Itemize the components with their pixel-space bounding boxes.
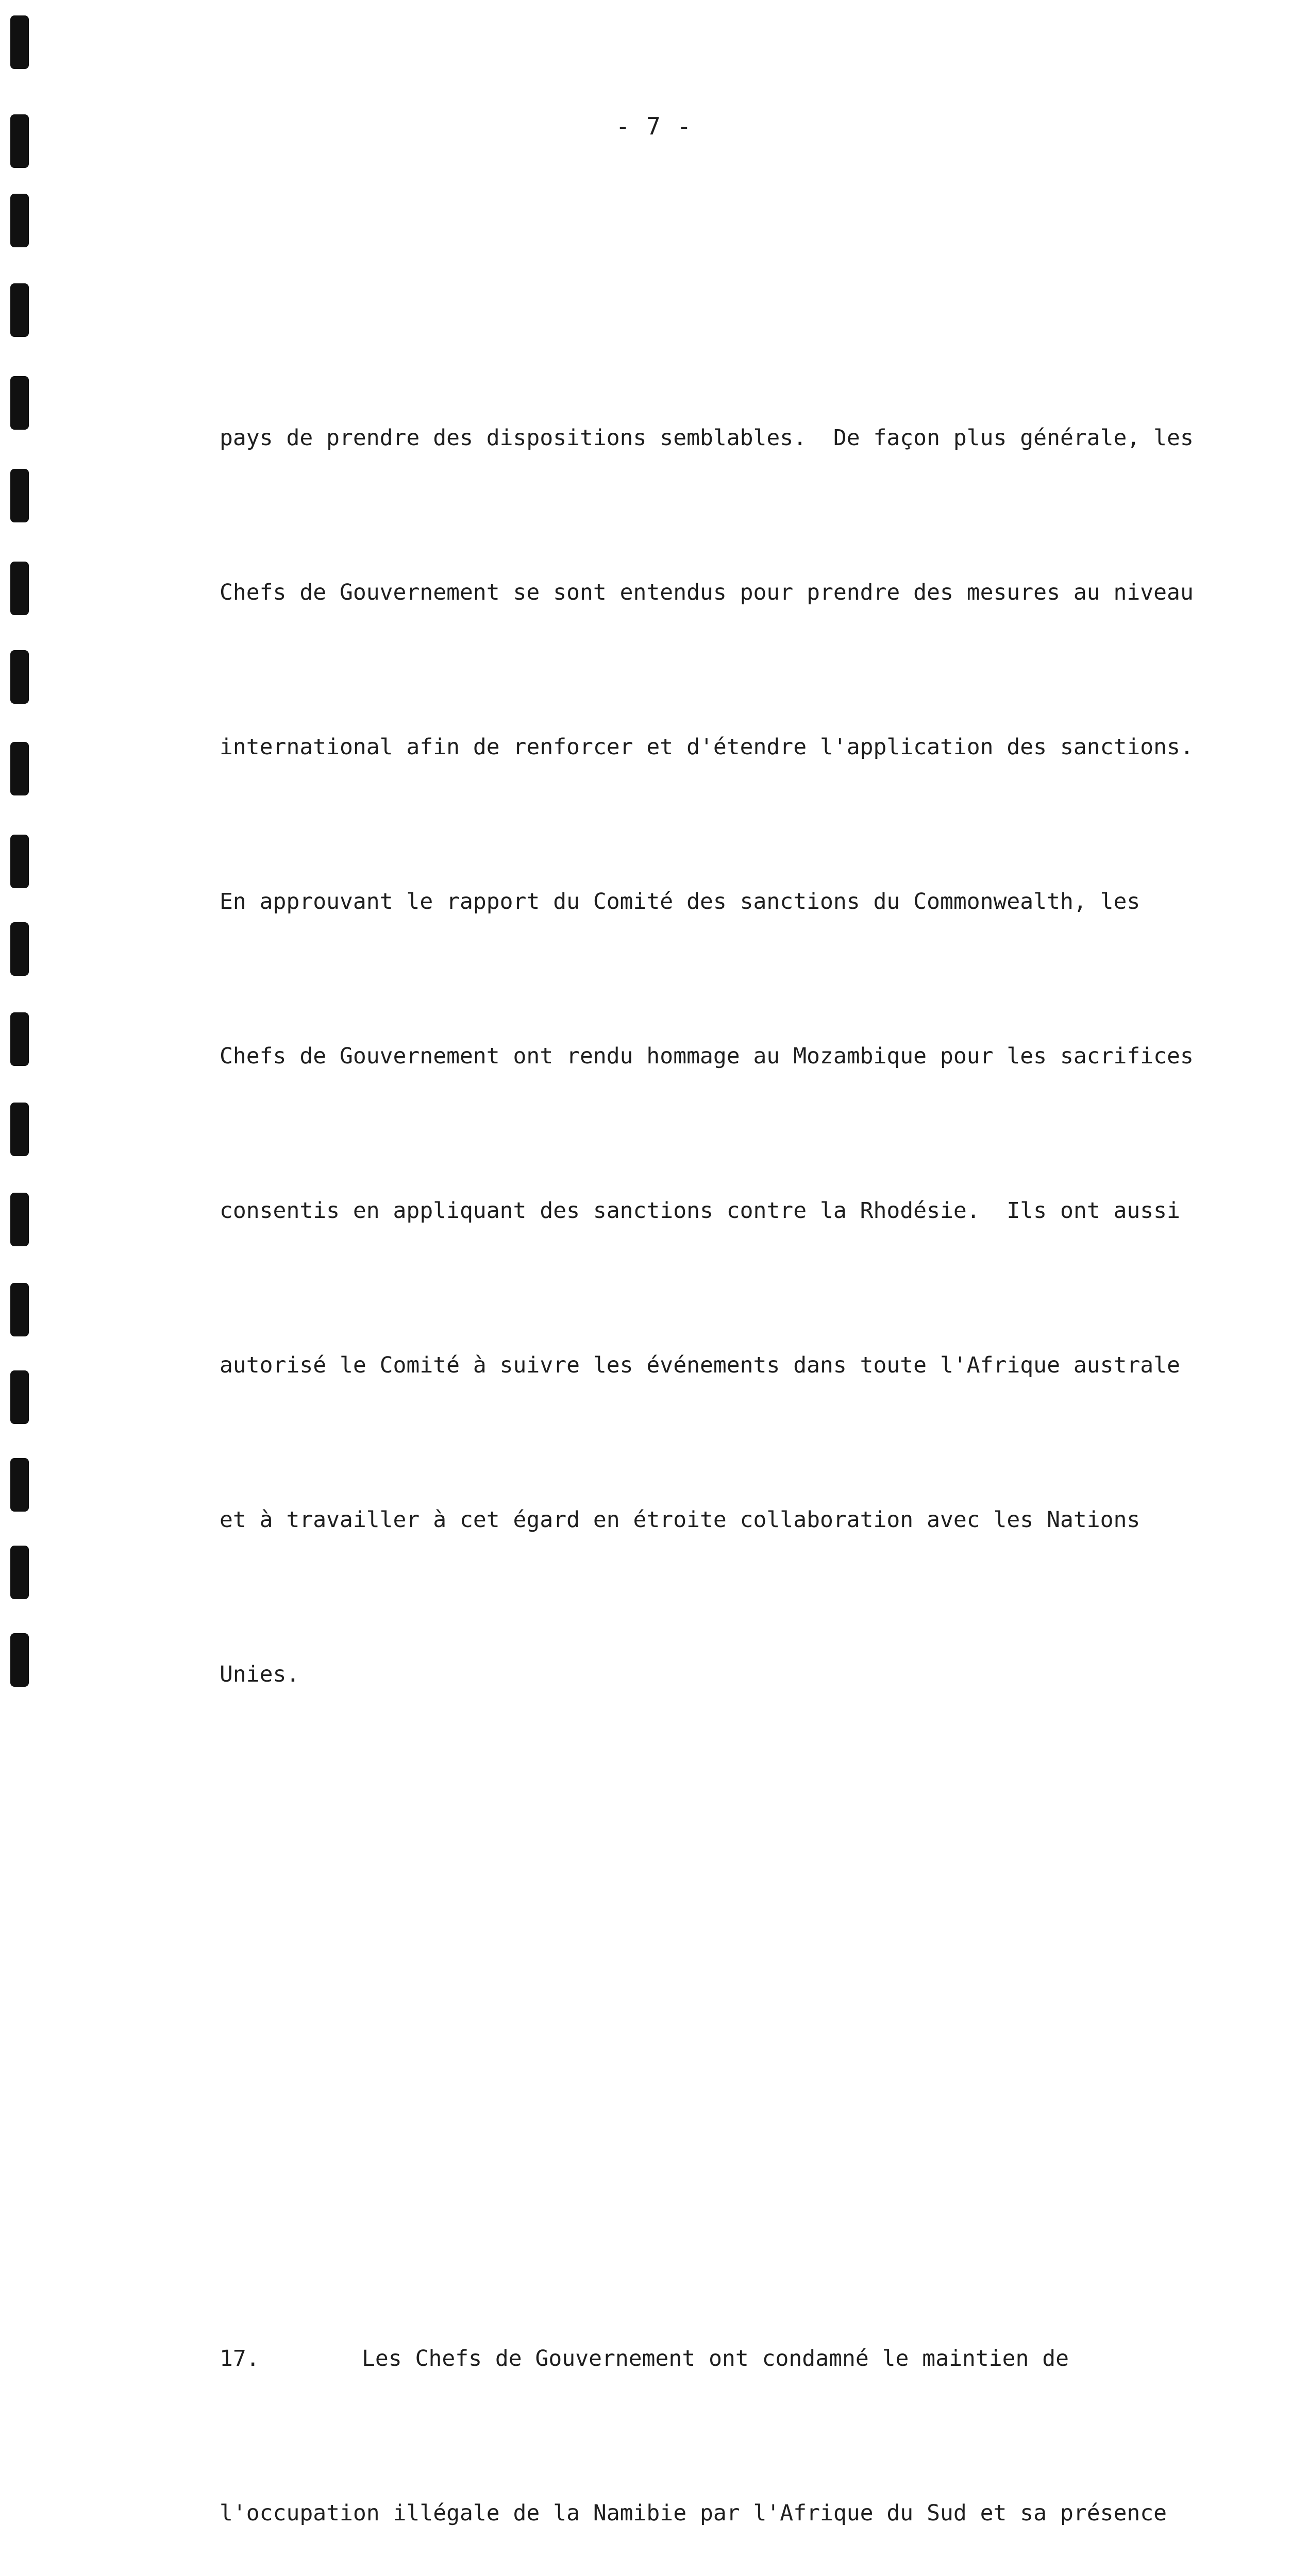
binding-hole — [10, 742, 29, 795]
binding-hole — [10, 283, 29, 337]
binding-hole — [10, 15, 29, 69]
binding-holes — [0, 0, 62, 1720]
paragraph-number: 17. — [220, 2346, 260, 2371]
text-line: pays de prendre des dispositions semblables. De façon plus générale, les — [220, 425, 1194, 451]
text-line: Chefs de Gouvernement se sont entendus pour prendre des mesures au niveau — [220, 580, 1194, 605]
text-line: international afin de renforcer et d'étendre l'application des sanctions. — [220, 734, 1194, 760]
binding-hole — [10, 1283, 29, 1336]
text-line: En approuvant le rapport du Comité des sanctions du Commonwealth, les — [220, 889, 1141, 914]
binding-hole — [10, 376, 29, 430]
paragraph-17 — [220, 2230, 1188, 2576]
page-number: - 7 - — [615, 112, 693, 140]
binding-hole — [10, 1103, 29, 1156]
binding-hole — [10, 194, 29, 247]
text-line: l'occupation illégale de la Namibie par l'Afrique du Sud et sa présence — [220, 2500, 1167, 2526]
binding-hole — [10, 469, 29, 522]
binding-hole — [10, 1633, 29, 1687]
binding-hole — [10, 562, 29, 615]
text-line: consentis en appliquant des sanctions contre la Rhodésie. Ils ont aussi — [220, 1198, 1180, 1224]
binding-hole — [10, 1546, 29, 1599]
binding-hole — [10, 835, 29, 888]
binding-hole — [10, 1458, 29, 1512]
text-line: et à travailler à cet égard en étroite collaboration avec les Nations — [220, 1507, 1141, 1533]
paragraph-first-line — [220, 2333, 1188, 2384]
paragraph-continued — [220, 309, 1194, 1803]
binding-hole — [10, 922, 29, 976]
binding-hole — [10, 1012, 29, 1066]
text-line: Chefs de Gouvernement ont rendu hommage au Mozambique pour les sacrifices — [220, 1043, 1194, 1069]
text-line: autorisé le Comité à suivre les événements dans toute l'Afrique australe — [220, 1352, 1180, 1378]
binding-hole — [10, 1193, 29, 1246]
paragraph-gap — [220, 1958, 1188, 2075]
binding-hole — [10, 1370, 29, 1424]
binding-hole — [10, 650, 29, 704]
text-line: Unies. — [220, 1662, 300, 1687]
text-line: Les Chefs de Gouvernement ont condamné le maintien de — [362, 2346, 1069, 2371]
page-body — [220, 206, 1194, 2576]
